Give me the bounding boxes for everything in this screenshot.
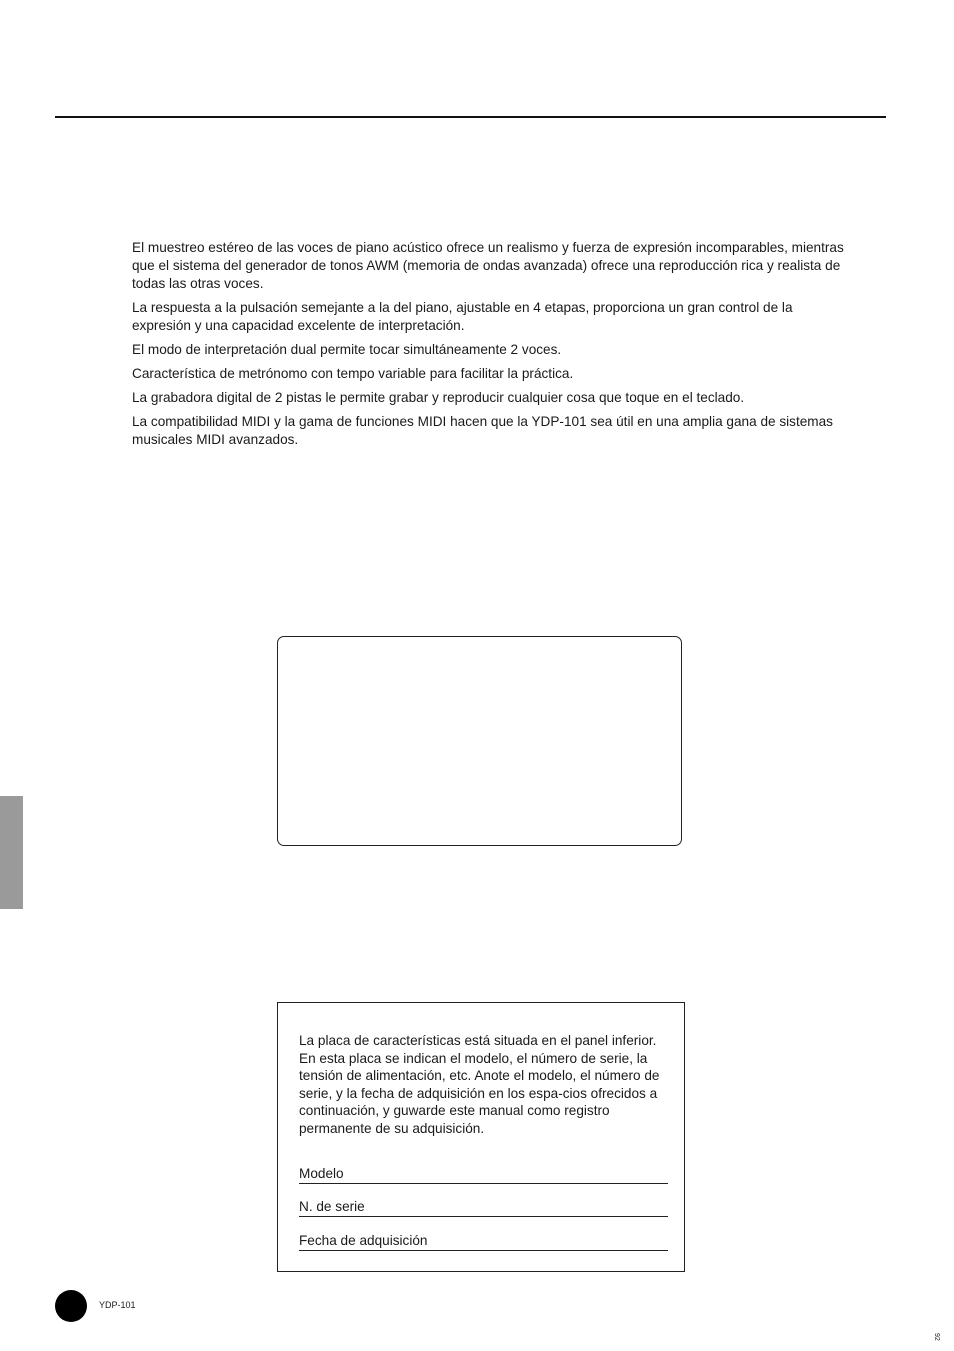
feature-item: El modo de interpretación dual permite tocar simultáneamente 2 voces.: [132, 342, 562, 357]
feature-list: [132, 239, 844, 455]
feature-item: La grabadora digital de 2 pistas le permite grabar y reproducir cualquier cosa que toque en el teclado.: [132, 390, 745, 405]
feature-item: El muestreo estéreo de las voces de piano acústico ofrece un realismo y fuerza de expresión incomparables, mientras que el sistema del generador de tonos AWM (memoria de ondas avanzada) ofrece una reproducción rica y realista de todas las otras voces.: [132, 240, 844, 291]
nameplate-description: La placa de características está situada en el panel inferior. En esta placa se indican el modelo, el número de serie, la tensión de alimentación, etc. Anote el modelo, el número de serie, y la fecha de adquisición en los espa-cios ofrecidos a continuación, y guwarde este manual como registro permanente de su adquisición.: [299, 1033, 660, 1136]
feature-item: La compatibilidad MIDI y la gama de funciones MIDI hacen que la YDP-101 sea útil en una amplia gana de sistemas musicales MIDI avanzados.: [132, 414, 833, 447]
side-code: 92: [933, 1333, 940, 1341]
purchase-date-field: Fecha de adquisición: [299, 1232, 668, 1251]
feature-item: La respuesta a la pulsación semejante a la del piano, ajustable en 4 etapas, proporciona un gran control de la expresión y una capacidad excelente de interpretación.: [132, 300, 793, 333]
feature-item: Característica de metrónomo con tempo variable para facilitar la práctica.: [132, 366, 574, 381]
notice-box: [277, 636, 682, 846]
language-side-tab: [0, 796, 23, 909]
serial-number-field: N. de serie: [299, 1198, 668, 1217]
model-field: Modelo: [299, 1165, 668, 1184]
header-rule: [55, 116, 886, 118]
nameplate-box: [277, 1002, 685, 1272]
footer-model-label: YDP-101: [99, 1300, 136, 1310]
page-number-dot: [55, 1290, 87, 1322]
